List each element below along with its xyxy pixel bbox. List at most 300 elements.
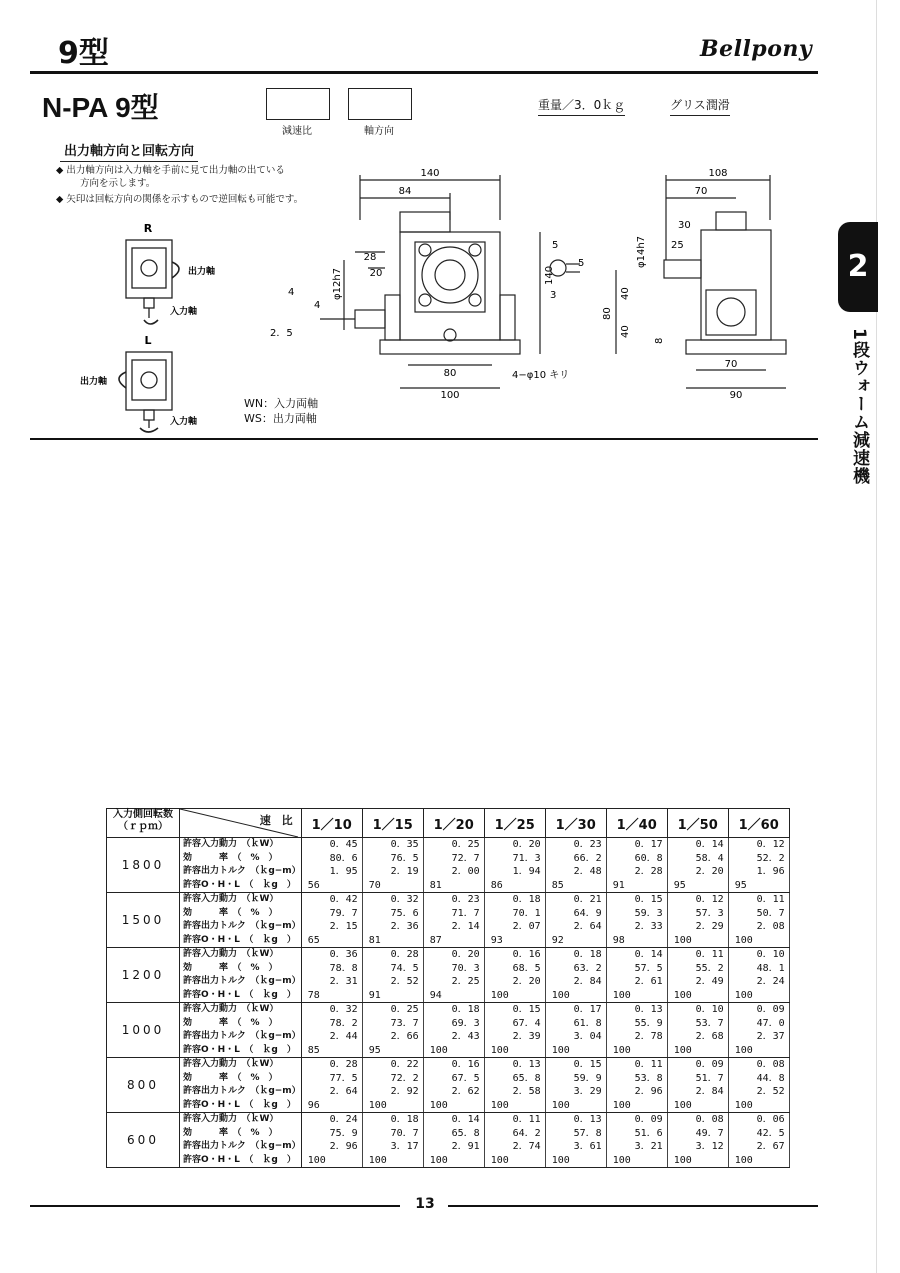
- table-cell: 0．18: [362, 1113, 423, 1127]
- key-detail-drawing: [540, 236, 600, 306]
- table-cell: 0．20: [484, 838, 545, 852]
- table-cell: 100: [545, 1099, 606, 1113]
- table-row: [107, 962, 790, 976]
- dim-20: 20: [369, 268, 383, 279]
- table-row: [107, 838, 790, 852]
- l-gearbox-icon: [119, 352, 172, 432]
- table-cell: 2．08: [728, 920, 789, 934]
- shaft-legend: [244, 396, 318, 426]
- table-cell: 100: [484, 1154, 545, 1168]
- table-cell: 0．35: [362, 838, 423, 852]
- footer-rule-right: [448, 1205, 818, 1207]
- table-cell: 78．2: [301, 1017, 362, 1031]
- table-cell: 0．22: [362, 1058, 423, 1072]
- table-cell: 59．9: [545, 1072, 606, 1086]
- table-cell: 0．13: [606, 1003, 667, 1017]
- table-cell: 85: [545, 879, 606, 893]
- table-cell: 51．6: [606, 1127, 667, 1141]
- ratio-col-2: 1／20: [423, 809, 484, 838]
- rpm-value: 1500: [107, 893, 180, 948]
- table-cell: 0．14: [606, 948, 667, 962]
- table-cell: 2．39: [484, 1030, 545, 1044]
- table-cell: 77．5: [301, 1072, 362, 1086]
- table-cell: 78．8: [301, 962, 362, 976]
- table-row: [107, 1154, 790, 1168]
- table-cell: 0．12: [667, 893, 728, 907]
- table-cell: 2．20: [667, 865, 728, 879]
- table-cell: 70．1: [484, 907, 545, 921]
- rpm-header: 入力側回転数 （ｒｐｍ）: [107, 809, 180, 838]
- table-cell: 0．18: [545, 948, 606, 962]
- table-cell: 0．10: [728, 948, 789, 962]
- table-cell: 2．67: [728, 1140, 789, 1154]
- table-cell: 100: [423, 1099, 484, 1113]
- table-cell: 95: [667, 879, 728, 893]
- table-cell: 57．8: [545, 1127, 606, 1141]
- table-cell: 75．9: [301, 1127, 362, 1141]
- chapter-tab: 2: [838, 222, 878, 312]
- table-cell: 0．11: [606, 1058, 667, 1072]
- table-row: [107, 934, 790, 948]
- table-cell: 0．25: [362, 1003, 423, 1017]
- table-cell: 57．5: [606, 962, 667, 976]
- table-cell: 1．96: [728, 865, 789, 879]
- table-cell: 100: [606, 1099, 667, 1113]
- row-item-label: 許容入力動力 （ｋW）: [180, 1003, 302, 1017]
- table-cell: 100: [667, 1154, 728, 1168]
- row-item-label: 許容入力動力 （ｋW）: [180, 1113, 302, 1127]
- table-cell: 100: [423, 1154, 484, 1168]
- table-row: [107, 1072, 790, 1086]
- table-cell: 100: [545, 1154, 606, 1168]
- table-cell: 69．3: [423, 1017, 484, 1031]
- rpm-value: 800: [107, 1058, 180, 1113]
- table-cell: 44．8: [728, 1072, 789, 1086]
- table-cell: 100: [545, 1044, 606, 1058]
- dim-shaft-14: φ14h7: [636, 235, 647, 268]
- side-view-drawing: [602, 160, 806, 401]
- table-cell: 0．09: [667, 1058, 728, 1072]
- table-cell: 2．44: [301, 1030, 362, 1044]
- table-cell: 100: [606, 1154, 667, 1168]
- row-item-label: 効 率 （ % ）: [180, 907, 302, 921]
- table-cell: 76．5: [362, 852, 423, 866]
- ratio-col-7: 1／60: [728, 809, 789, 838]
- table-cell: 0．32: [362, 893, 423, 907]
- shaft-direction-label: 軸方向: [364, 126, 394, 137]
- reduction-ratio-box: [266, 88, 330, 120]
- table-cell: 3．21: [606, 1140, 667, 1154]
- table-row: [107, 1127, 790, 1141]
- table-cell: 100: [728, 1154, 789, 1168]
- table-cell: 100: [728, 1044, 789, 1058]
- table-cell: 2．92: [362, 1085, 423, 1099]
- table-cell: 63．2: [545, 962, 606, 976]
- table-cell: 47．0: [728, 1017, 789, 1031]
- table-cell: 3．29: [545, 1085, 606, 1099]
- table-cell: 0．13: [484, 1058, 545, 1072]
- table-cell: 2．14: [423, 920, 484, 934]
- table-cell: 100: [728, 934, 789, 948]
- table-cell: 0．18: [423, 1003, 484, 1017]
- table-cell: 3．17: [362, 1140, 423, 1154]
- row-item-label: 許容出力トルク （ｋg−m）: [180, 1140, 302, 1154]
- dim-4a: 4: [288, 287, 295, 298]
- row-item-label: 許容O・H・L （ ｋg ）: [180, 879, 302, 893]
- table-cell: 100: [484, 1099, 545, 1113]
- table-cell: 2．84: [667, 1085, 728, 1099]
- row-item-label: 許容出力トルク （ｋg−m）: [180, 1030, 302, 1044]
- table-cell: 100: [362, 1099, 423, 1113]
- row-item-label: 許容O・H・L （ ｋg ）: [180, 989, 302, 1003]
- row-item-label: 許容出力トルク （ｋg−m）: [180, 865, 302, 879]
- table-cell: 2．64: [301, 1085, 362, 1099]
- table-cell: 2．52: [728, 1085, 789, 1099]
- table-cell: 95: [362, 1044, 423, 1058]
- table-row: [107, 1030, 790, 1044]
- table-cell: 0．09: [728, 1003, 789, 1017]
- table-cell: 0．21: [545, 893, 606, 907]
- table-cell: 2．07: [484, 920, 545, 934]
- table-cell: 70．3: [423, 962, 484, 976]
- row-item-label: 許容O・H・L （ ｋg ）: [180, 1099, 302, 1113]
- dim-140-height: 140: [544, 265, 555, 285]
- legend-wn: WN：入力両軸: [244, 397, 319, 410]
- table-cell: 0．42: [301, 893, 362, 907]
- table-cell: 0．15: [545, 1058, 606, 1072]
- table-cell: 64．9: [545, 907, 606, 921]
- table-cell: 100: [728, 989, 789, 1003]
- table-cell: 1．95: [301, 865, 362, 879]
- table-row: [107, 1044, 790, 1058]
- row-item-label: 許容出力トルク （ｋg−m）: [180, 920, 302, 934]
- table-row: [107, 1113, 790, 1127]
- table-cell: 87: [423, 934, 484, 948]
- header-rule: [30, 71, 818, 74]
- table-cell: 2．68: [667, 1030, 728, 1044]
- table-row: [107, 1017, 790, 1031]
- table-cell: 0．10: [667, 1003, 728, 1017]
- row-item-label: 許容O・H・L （ ｋg ）: [180, 1154, 302, 1168]
- table-cell: 0．18: [484, 893, 545, 907]
- table-cell: 0．08: [667, 1113, 728, 1127]
- table-cell: 100: [667, 1099, 728, 1113]
- table-cell: 100: [362, 1154, 423, 1168]
- table-cell: 58．4: [667, 852, 728, 866]
- dim-2-5: 2．5: [270, 328, 293, 339]
- table-cell: 0．20: [423, 948, 484, 962]
- table-cell: 81: [423, 879, 484, 893]
- table-cell: 98: [606, 934, 667, 948]
- brand-logo: Bellpony: [700, 36, 813, 62]
- table-cell: 2．00: [423, 865, 484, 879]
- table-cell: 48．1: [728, 962, 789, 976]
- row-item-label: 許容出力トルク （ｋg−m）: [180, 975, 302, 989]
- dim-80: 80: [443, 368, 457, 379]
- table-cell: 81: [362, 934, 423, 948]
- row-item-label: 許容入力動力 （ｋW）: [180, 838, 302, 852]
- dim-30: 30: [678, 220, 691, 231]
- table-cell: 79．7: [301, 907, 362, 921]
- table-cell: 100: [301, 1154, 362, 1168]
- table-cell: 100: [667, 1044, 728, 1058]
- r-input-shaft-label: 入力軸: [170, 307, 198, 317]
- table-cell: 2．15: [301, 920, 362, 934]
- page-edge-line: [876, 0, 877, 1273]
- table-cell: 3．04: [545, 1030, 606, 1044]
- row-item-label: 効 率 （ % ）: [180, 852, 302, 866]
- table-cell: 2．48: [545, 865, 606, 879]
- table-cell: 2．25: [423, 975, 484, 989]
- diamond-bullet-icon: ◆: [56, 194, 67, 205]
- table-cell: 3．61: [545, 1140, 606, 1154]
- section-divider: [30, 438, 818, 440]
- row-item-label: 効 率 （ % ）: [180, 962, 302, 976]
- table-cell: 65．8: [484, 1072, 545, 1086]
- row-item-label: 効 率 （ % ）: [180, 1017, 302, 1031]
- table-cell: 3．12: [667, 1140, 728, 1154]
- table-cell: 92: [545, 934, 606, 948]
- table-cell: 72．7: [423, 852, 484, 866]
- table-row: [107, 1099, 790, 1113]
- table-cell: 2．58: [484, 1085, 545, 1099]
- table-cell: 86: [484, 879, 545, 893]
- table-cell: 94: [423, 989, 484, 1003]
- table-cell: 0．17: [545, 1003, 606, 1017]
- model-name: N-PA 9型: [42, 92, 159, 123]
- ratio-col-4: 1／30: [545, 809, 606, 838]
- table-cell: 100: [423, 1044, 484, 1058]
- ratio-col-5: 1／40: [606, 809, 667, 838]
- table-cell: 96: [301, 1099, 362, 1113]
- table-cell: 0．16: [484, 948, 545, 962]
- table-cell: 67．5: [423, 1072, 484, 1086]
- table-row: [107, 975, 790, 989]
- table-cell: 0．28: [301, 1058, 362, 1072]
- row-item-label: 効 率 （ % ）: [180, 1127, 302, 1141]
- table-cell: 0．09: [606, 1113, 667, 1127]
- table-cell: 0．14: [423, 1113, 484, 1127]
- legend-ws: WS：出力両軸: [244, 412, 317, 425]
- table-cell: 85: [301, 1044, 362, 1058]
- table-cell: 0．32: [301, 1003, 362, 1017]
- table-cell: 100: [667, 989, 728, 1003]
- table-cell: 2．43: [423, 1030, 484, 1044]
- dim-shaft-12: φ12h7: [332, 267, 343, 300]
- table-cell: 66．2: [545, 852, 606, 866]
- row-item-label: 許容入力動力 （ｋW）: [180, 1058, 302, 1072]
- table-cell: 2．29: [667, 920, 728, 934]
- table-cell: 0．17: [606, 838, 667, 852]
- table-cell: 53．8: [606, 1072, 667, 1086]
- l-output-shaft-label: 出力軸: [80, 377, 108, 387]
- table-cell: 67．4: [484, 1017, 545, 1031]
- page-number: 13: [415, 1196, 435, 1212]
- direction-section-title: 出力軸方向と回転方向: [60, 140, 198, 162]
- table-row: [107, 1140, 790, 1154]
- table-cell: 100: [484, 989, 545, 1003]
- table-cell: 91: [362, 989, 423, 1003]
- table-cell: 0．45: [301, 838, 362, 852]
- dim-70-top: 70: [694, 186, 708, 197]
- table-cell: 100: [728, 1099, 789, 1113]
- dim-90: 90: [729, 390, 743, 401]
- table-cell: 100: [484, 1044, 545, 1058]
- table-row: [107, 1058, 790, 1072]
- dim-40-upper: 40: [620, 287, 631, 300]
- table-cell: 71．3: [484, 852, 545, 866]
- dim-mount-holes: 4−φ10 キリ: [512, 370, 570, 381]
- table-cell: 1．94: [484, 865, 545, 879]
- table-cell: 73．7: [362, 1017, 423, 1031]
- table-cell: 91: [606, 879, 667, 893]
- table-cell: 2．96: [606, 1085, 667, 1099]
- dim-100: 100: [440, 390, 460, 401]
- table-cell: 71．7: [423, 907, 484, 921]
- direction-note-2: ◆ 矢印は回転方向の関係を示すもので逆回転も可能です。: [56, 194, 304, 205]
- table-cell: 61．8: [545, 1017, 606, 1031]
- dim-8: 8: [654, 337, 665, 344]
- row-item-label: 許容O・H・L （ ｋg ）: [180, 1044, 302, 1058]
- ratio-col-6: 1／50: [667, 809, 728, 838]
- dim-25: 25: [671, 240, 684, 251]
- table-cell: 0．23: [545, 838, 606, 852]
- table-cell: 100: [545, 989, 606, 1003]
- dim-70-base: 70: [724, 359, 738, 370]
- table-row: [107, 879, 790, 893]
- table-cell: 65: [301, 934, 362, 948]
- table-cell: 65．8: [423, 1127, 484, 1141]
- row-item-label: 許容入力動力 （ｋW）: [180, 893, 302, 907]
- table-cell: 56: [301, 879, 362, 893]
- rotation-diagrams: [60, 212, 240, 437]
- row-item-label: 効 率 （ % ）: [180, 1072, 302, 1086]
- table-cell: 52．2: [728, 852, 789, 866]
- l-label: L: [144, 334, 152, 347]
- rpm-value: 1800: [107, 838, 180, 893]
- table-cell: 51．7: [667, 1072, 728, 1086]
- ratio-col-3: 1／25: [484, 809, 545, 838]
- dim-80-height: 80: [602, 307, 613, 320]
- table-cell: 70: [362, 879, 423, 893]
- table-header-row: [107, 809, 790, 838]
- table-cell: 55．2: [667, 962, 728, 976]
- rpm-value: 1000: [107, 1003, 180, 1058]
- ratio-header: 速 比: [180, 809, 302, 838]
- chapter-title: 1段ウォーム減速機: [849, 328, 869, 485]
- table-cell: 0．11: [728, 893, 789, 907]
- table-cell: 2．62: [423, 1085, 484, 1099]
- table-cell: 2．20: [484, 975, 545, 989]
- performance-table: [106, 808, 790, 1168]
- table-cell: 42．5: [728, 1127, 789, 1141]
- table-cell: 2．66: [362, 1030, 423, 1044]
- table-cell: 2．91: [423, 1140, 484, 1154]
- table-cell: 0．11: [667, 948, 728, 962]
- table-cell: 93: [484, 934, 545, 948]
- table-cell: 2．61: [606, 975, 667, 989]
- dim-108: 108: [708, 168, 728, 179]
- row-item-label: 許容O・H・L （ ｋg ）: [180, 934, 302, 948]
- table-cell: 2．28: [606, 865, 667, 879]
- table-cell: 0．24: [301, 1113, 362, 1127]
- dim-4b: 4: [314, 300, 321, 311]
- table-cell: 0．11: [484, 1113, 545, 1127]
- table-row: [107, 989, 790, 1003]
- table-cell: 2．64: [545, 920, 606, 934]
- direction-note-1: ◆ 出力軸方向は入力軸を手前に見て出力軸の出ている 方向を示します。: [56, 165, 285, 189]
- table-row: [107, 907, 790, 921]
- table-cell: 2．37: [728, 1030, 789, 1044]
- table-cell: 2．96: [301, 1140, 362, 1154]
- table-cell: 0．28: [362, 948, 423, 962]
- row-item-label: 許容出力トルク （ｋg−m）: [180, 1085, 302, 1099]
- table-cell: 64．2: [484, 1127, 545, 1141]
- table-cell: 2．74: [484, 1140, 545, 1154]
- table-cell: 95: [728, 879, 789, 893]
- reduction-ratio-label: 減速比: [282, 126, 312, 137]
- table-cell: 2．33: [606, 920, 667, 934]
- table-cell: 49．7: [667, 1127, 728, 1141]
- table-cell: 0．25: [423, 838, 484, 852]
- footer-rule-left: [30, 1205, 400, 1207]
- table-cell: 57．3: [667, 907, 728, 921]
- table-cell: 0．15: [484, 1003, 545, 1017]
- l-input-shaft-label: 入力軸: [170, 417, 198, 427]
- dim-84: 84: [398, 186, 412, 197]
- rpm-value: 600: [107, 1113, 180, 1168]
- table-row: [107, 948, 790, 962]
- key-dim-5b: 5: [578, 258, 585, 269]
- table-cell: 2．19: [362, 865, 423, 879]
- dim-140-width: 140: [420, 168, 440, 179]
- table-cell: 100: [667, 934, 728, 948]
- table-cell: 0．16: [423, 1058, 484, 1072]
- lubrication-spec: グリス潤滑: [670, 96, 730, 116]
- table-cell: 2．52: [362, 975, 423, 989]
- table-cell: 2．31: [301, 975, 362, 989]
- table-cell: 2．36: [362, 920, 423, 934]
- table-cell: 0．15: [606, 893, 667, 907]
- table-row: [107, 893, 790, 907]
- diamond-bullet-icon: ◆: [56, 165, 67, 176]
- dim-40-lower: 40: [620, 325, 631, 338]
- table-cell: 0．08: [728, 1058, 789, 1072]
- series-title: 9型: [58, 36, 109, 71]
- table-row: [107, 852, 790, 866]
- table-row: [107, 1085, 790, 1099]
- table-cell: 2．24: [728, 975, 789, 989]
- table-cell: 0．23: [423, 893, 484, 907]
- table-row: [107, 1003, 790, 1017]
- table-cell: 2．49: [667, 975, 728, 989]
- table-row: [107, 920, 790, 934]
- table-cell: 74．5: [362, 962, 423, 976]
- rpm-value: 1200: [107, 948, 180, 1003]
- ratio-col-1: 1／15: [362, 809, 423, 838]
- table-cell: 50．7: [728, 907, 789, 921]
- key-dim-5a: 5: [552, 240, 559, 251]
- table-cell: 80．6: [301, 852, 362, 866]
- table-cell: 100: [606, 1044, 667, 1058]
- r-output-shaft-label: 出力軸: [188, 267, 216, 277]
- table-cell: 0．36: [301, 948, 362, 962]
- dim-28: 28: [363, 252, 377, 263]
- table-cell: 75．6: [362, 907, 423, 921]
- table-cell: 60．8: [606, 852, 667, 866]
- table-cell: 0．14: [667, 838, 728, 852]
- table-cell: 0．06: [728, 1113, 789, 1127]
